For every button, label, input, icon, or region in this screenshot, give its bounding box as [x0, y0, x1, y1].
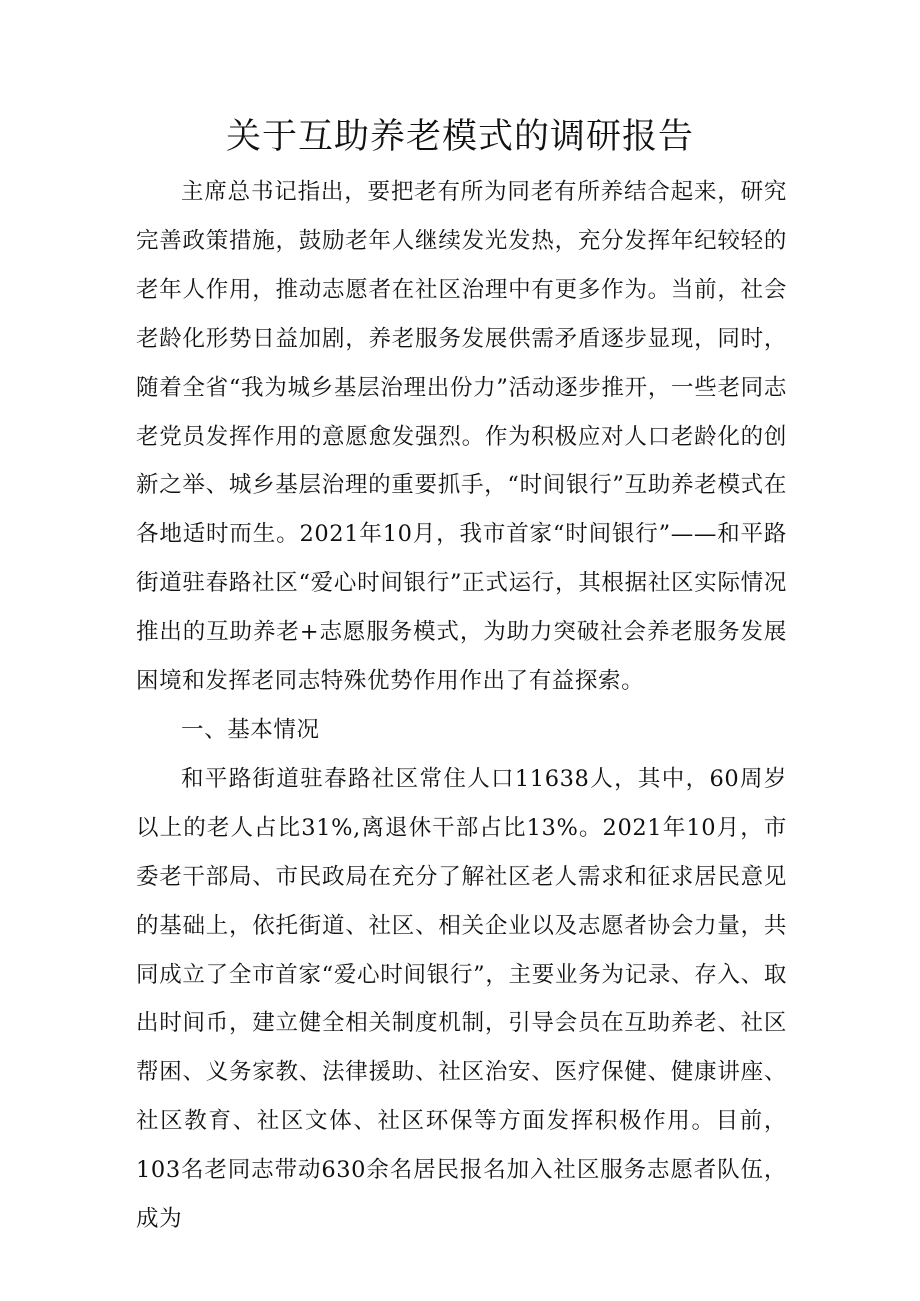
document-body: [136, 168, 787, 1244]
document-title: 关于互助养老模式的调研报告: [225, 117, 694, 157]
paragraph-basic-situation: 和平路街道驻春路社区常住人口11638人，其中，60周岁以上的老人占比31%,离退休干部占比13%。2021年10月，市委老干部局、市民政局在充分了解社区老人需求和征求居民意见的基础上，依托街道、社区、相关企业以及志愿者协会力量，共同成立了全市首家“爱心时间银行”，主要业务为记录、存入、取出时间币，建立健全相关制度机制，引导会员在互助养老、社区帮困、义务家教、法律援助、社区治安、医疗保健、健康讲座、社区教育、社区文体、社区环保等方面发挥积极作用。目前，103名老同志带动630余名居民报名加入社区服务志愿者队伍，成为: [136, 765, 787, 1233]
section-heading-basic-situation: 一、基本情况: [181, 716, 320, 743]
paragraph-intro: 主席总书记指出，要把老有所为同老有所养结合起来，研究完善政策措施，鼓励老年人继续发光发热，充分发挥年纪较轻的老年人作用，推动志愿者在社区治理中有更多作为。当前，社会老龄化形势日益加剧，养老服务发展供需矛盾逐步显现，同时，随着全省“我为城乡基层治理出份力”活动逐步推开，一些老同志老党员发挥作用的意愿愈发强烈。作为积极应对人口老龄化的创新之举、城乡基层治理的重要抓手，“时间银行”互助养老模式在各地适时而生。2021年10月，我市首家“时间银行”——和平路街道驻春路社区“爱心时间银行”正式运行，其根据社区实际情况推出的互助养老+志愿服务模式，为助力突破社会养老服务发展困境和发挥老同志特殊优势作用作出了有益探索。: [136, 179, 787, 695]
